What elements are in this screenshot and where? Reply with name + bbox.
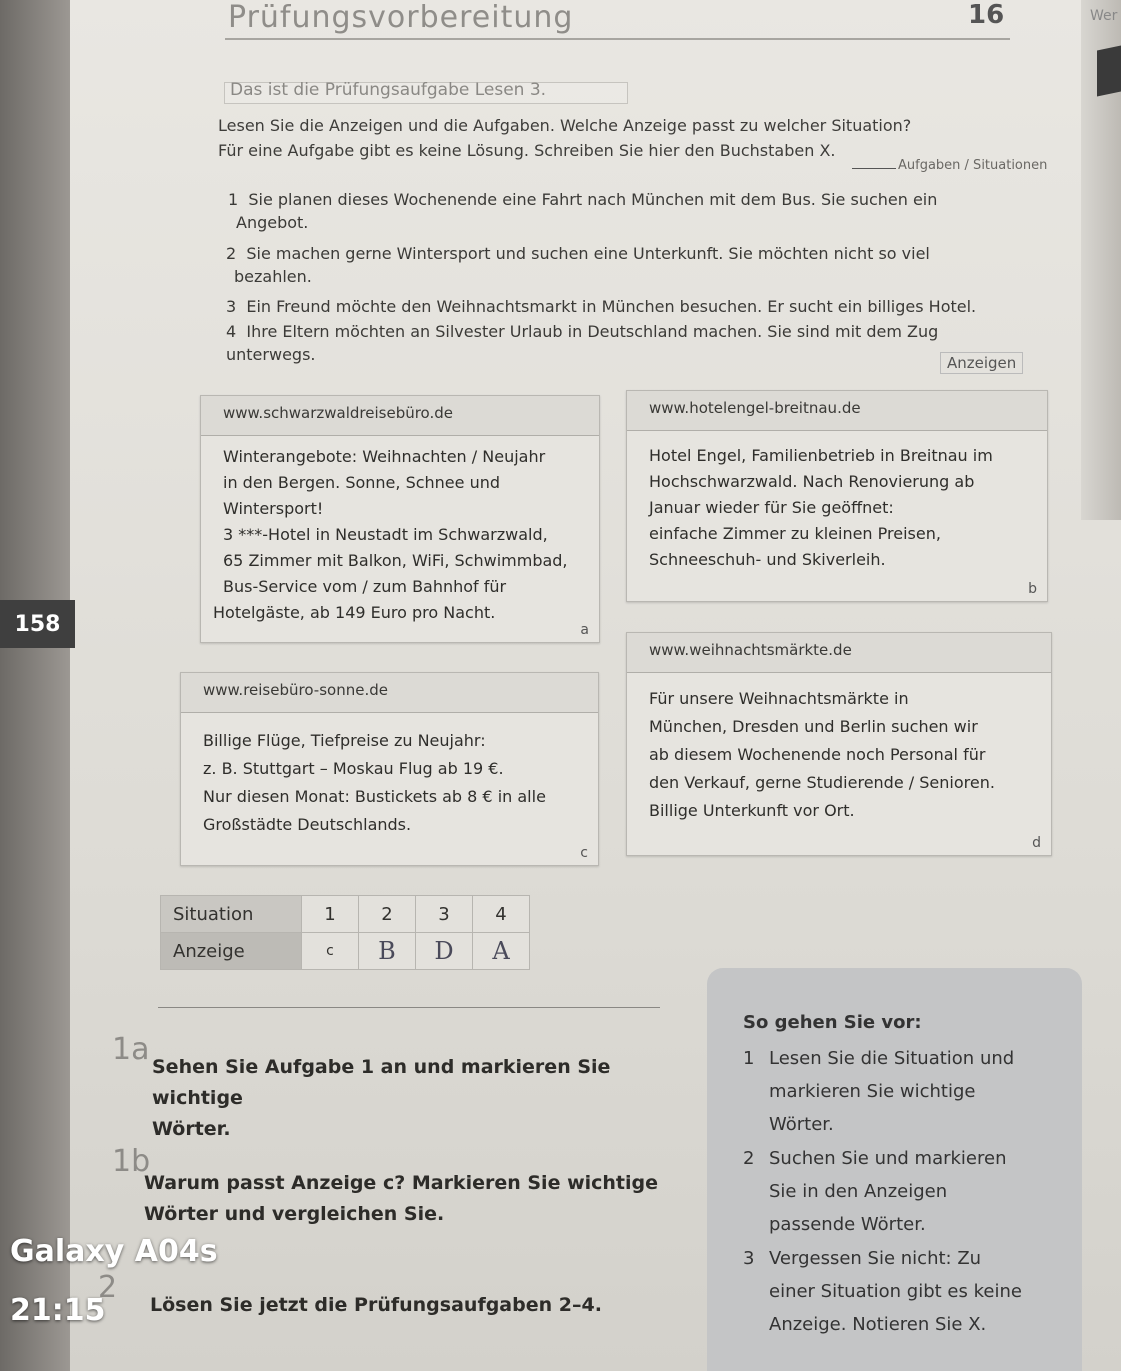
time-watermark: 21:15 bbox=[10, 1293, 106, 1328]
ad-line: Billige Flüge, Tiefpreise zu Neujahr: bbox=[203, 731, 486, 750]
exercise-1a-text bbox=[152, 1052, 692, 1145]
ad-body bbox=[627, 673, 1051, 835]
tip-number: 2 bbox=[743, 1148, 755, 1169]
page-title: Prüfungsvorbereitung bbox=[228, 0, 574, 35]
exercise-line: Sehen Sie Aufgabe 1 an und markieren Sie wichtige bbox=[152, 1056, 611, 1109]
task-2 bbox=[226, 244, 1006, 286]
tip-line: Suchen Sie und markieren bbox=[769, 1148, 1007, 1169]
answer-cell[interactable]: D bbox=[416, 933, 473, 970]
answer-cell[interactable]: B bbox=[359, 933, 416, 970]
ad-letter: a bbox=[580, 622, 589, 638]
solution-table bbox=[160, 895, 530, 970]
tip-line: Anzeige. Notieren Sie X. bbox=[769, 1314, 987, 1335]
ad-line: in den Bergen. Sonne, Schnee und bbox=[223, 473, 501, 492]
corner-word: Wer bbox=[1090, 8, 1118, 24]
instruction-line-1: Lesen Sie die Anzeigen und die Aufgaben. Welche Anzeige passt zu welcher Situation? bbox=[218, 116, 912, 135]
page-marker: 158 bbox=[0, 600, 75, 648]
task-text: Sie planen dieses Wochenende eine Fahrt nach München mit dem Bus. Sie suchen ein bbox=[248, 190, 938, 209]
tip-line: markieren Sie wichtige bbox=[769, 1081, 976, 1102]
anzeigen-label: Anzeigen bbox=[940, 352, 1023, 374]
ad-line: Für unsere Weihnachtsmärkte in bbox=[649, 689, 909, 708]
table-cell: 1 bbox=[302, 896, 359, 933]
task-text: Ihre Eltern möchten an Silvester Urlaub in Deutschland machen. Sie sind mit dem Zug bbox=[246, 322, 939, 341]
ad-url: www.reisebüro-sonne.de bbox=[181, 673, 598, 713]
device-watermark: Galaxy A04s bbox=[10, 1234, 218, 1269]
task-number: 4 bbox=[226, 322, 237, 341]
ad-line: Billige Unterkunft vor Ort. bbox=[649, 801, 855, 820]
exercise-number: 2 bbox=[98, 1270, 118, 1305]
table-header-cell: Anzeige bbox=[161, 933, 302, 970]
exercise-number: 1b bbox=[112, 1144, 151, 1179]
ad-body bbox=[181, 713, 598, 849]
exercise-1b-text bbox=[144, 1168, 684, 1230]
ad-line: München, Dresden und Berlin suchen wir bbox=[649, 717, 978, 736]
exercise-line: Warum passt Anzeige c? Markieren Sie wichtige bbox=[144, 1172, 659, 1194]
tip-item-1 bbox=[743, 1042, 1069, 1141]
left-background bbox=[0, 0, 70, 1371]
task-number: 3 bbox=[226, 297, 237, 316]
task-4 bbox=[226, 322, 1006, 364]
tip-line: Lesen Sie die Situation und bbox=[769, 1048, 1015, 1069]
subtitle: Das ist die Prüfungsaufgabe Lesen 3. bbox=[230, 80, 547, 100]
ad-line: Hotel Engel, Familienbetrieb in Breitnau im bbox=[649, 446, 993, 465]
ad-line: einfache Zimmer zu kleinen Preisen, bbox=[649, 524, 941, 543]
tip-line: Sie in den Anzeigen bbox=[769, 1181, 948, 1202]
tip-number: 1 bbox=[743, 1048, 755, 1069]
ad-line: Wintersport! bbox=[223, 499, 324, 518]
aufgaben-note: Aufgaben / Situationen bbox=[898, 158, 1048, 173]
task-1 bbox=[228, 190, 1008, 232]
ad-line: Bus-Service vom / zum Bahnhof für bbox=[223, 577, 507, 596]
ad-line: 65 Zimmer mit Balkon, WiFi, Schwimmbad, bbox=[223, 551, 568, 570]
tip-heading: So gehen Sie vor: bbox=[743, 1012, 922, 1033]
ad-url: www.hotelengel-breitnau.de bbox=[627, 391, 1047, 431]
ad-line: Hotelgäste, ab 149 Euro pro Nacht. bbox=[213, 603, 496, 622]
instruction-line-2: Für eine Aufgabe gibt es keine Lösung. Schreiben Sie hier den Buchstaben X. bbox=[218, 141, 836, 160]
tip-box bbox=[707, 968, 1082, 1371]
ad-b bbox=[626, 390, 1048, 602]
ad-url: www.schwarzwaldreisebüro.de bbox=[201, 396, 599, 436]
ad-body bbox=[201, 436, 599, 636]
tip-line: einer Situation gibt es keine bbox=[769, 1281, 1022, 1302]
task-text: Angebot. bbox=[236, 213, 309, 232]
title-underline bbox=[225, 38, 1010, 40]
arrow-icon bbox=[852, 168, 896, 169]
task-text: unterwegs. bbox=[226, 345, 316, 364]
table-row bbox=[161, 896, 530, 933]
chapter-number: 16 bbox=[968, 0, 1005, 30]
table-cell: 4 bbox=[473, 896, 530, 933]
tip-line: Wörter. bbox=[769, 1114, 834, 1135]
ad-line: Januar wieder für Sie geöffnet: bbox=[649, 498, 894, 517]
ad-line: Hochschwarzwald. Nach Renovierung ab bbox=[649, 472, 975, 491]
ad-line: ab diesem Wochenende noch Personal für bbox=[649, 745, 986, 764]
ad-url: www.weihnachtsmärkte.de bbox=[627, 633, 1051, 673]
exercise-line: Wörter und vergleichen Sie. bbox=[144, 1203, 445, 1225]
answer-cell[interactable]: A bbox=[473, 933, 530, 970]
ad-letter: b bbox=[1028, 581, 1037, 597]
exercise-number: 1a bbox=[112, 1032, 150, 1067]
task-number: 2 bbox=[226, 244, 237, 263]
task-text: Ein Freund möchte den Weihnachtsmarkt in München besuchen. Er sucht ein billiges Hotel. bbox=[246, 297, 977, 316]
table-cell: 3 bbox=[416, 896, 473, 933]
ad-line: Großstädte Deutschlands. bbox=[203, 815, 412, 834]
tip-item-2 bbox=[743, 1142, 1069, 1241]
table-row bbox=[161, 933, 530, 970]
answer-cell[interactable]: c bbox=[302, 933, 359, 970]
page-tab-marker bbox=[1097, 45, 1121, 96]
ad-line: Winterangebote: Weihnachten / Neujahr bbox=[223, 447, 546, 466]
ad-line: z. B. Stuttgart – Moskau Flug ab 19 €. bbox=[203, 759, 504, 778]
tip-number: 3 bbox=[743, 1248, 755, 1269]
ad-line: Nur diesen Monat: Bustickets ab 8 € in alle bbox=[203, 787, 546, 806]
ad-line: Schneeschuh- und Skiverleih. bbox=[649, 550, 886, 569]
exercise-1a bbox=[112, 1032, 149, 1067]
tip-line: Vergessen Sie nicht: Zu bbox=[769, 1248, 982, 1269]
exercise-line: Lösen Sie jetzt die Prüfungsaufgaben 2–4. bbox=[150, 1294, 602, 1316]
ad-d bbox=[626, 632, 1052, 856]
table-cell: 2 bbox=[359, 896, 416, 933]
tip-item-3 bbox=[743, 1242, 1069, 1341]
ad-body bbox=[627, 431, 1047, 583]
table-header-cell: Situation bbox=[161, 896, 302, 933]
section-divider bbox=[158, 1007, 660, 1008]
ad-a bbox=[200, 395, 600, 643]
ad-line: 3 ***-Hotel in Neustadt im Schwarzwald, bbox=[223, 525, 548, 544]
task-3 bbox=[226, 297, 1016, 316]
ad-letter: c bbox=[580, 845, 588, 861]
ad-line: den Verkauf, gerne Studierende / Senioren. bbox=[649, 773, 995, 792]
task-number: 1 bbox=[228, 190, 239, 209]
exercise-line: Wörter. bbox=[152, 1118, 231, 1140]
ad-letter: d bbox=[1032, 835, 1041, 851]
ad-c bbox=[180, 672, 599, 866]
tip-line: passende Wörter. bbox=[769, 1214, 926, 1235]
task-text: bezahlen. bbox=[234, 267, 312, 286]
task-text: Sie machen gerne Wintersport und suchen eine Unterkunft. Sie möchten nicht so viel bbox=[246, 244, 930, 263]
exercise-2-text bbox=[150, 1290, 690, 1321]
